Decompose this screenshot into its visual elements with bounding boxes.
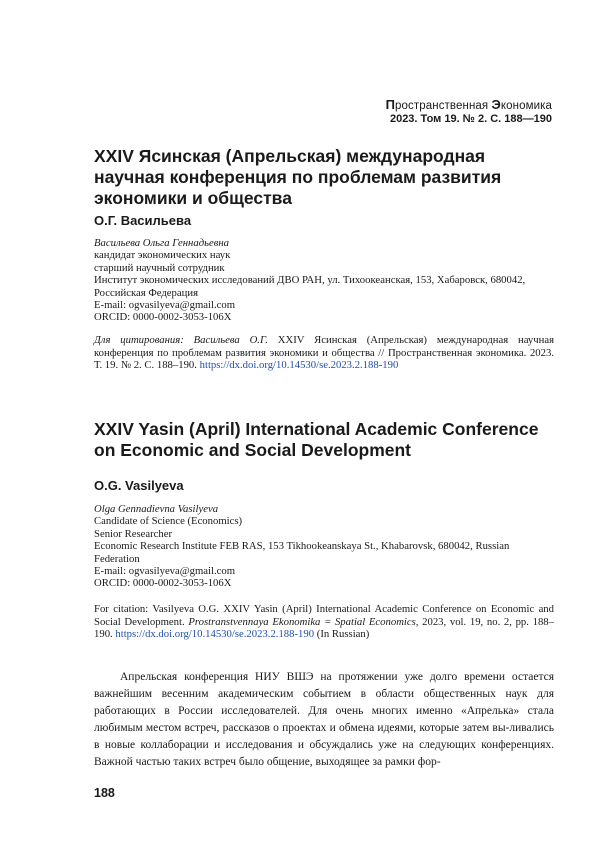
author-full-name-ru: Васильева Ольга Геннадьевна [94,237,229,249]
author-en: O.G. Vasilyeva [94,478,184,493]
author-degree-ru: кандидат экономических наук [94,249,231,262]
article-title-en: XXIV Yasin (April) International Academic Conference on Economic and Social Development [94,419,539,460]
author-degree-en: Candidate of Science (Economics) [94,515,243,528]
citation-label-ru: Для цитирования: Васильева О.Г. [94,334,268,346]
author-full-name-en: Olga Gennadievna Vasilyeva [94,503,219,515]
citation-details-en: , 2023, vol. 19, no. 2, pp. 188–190. [94,615,554,641]
doi-link-ru[interactable]: https://dx.doi.org/10.14530/se.2023.2.188-190 [199,359,399,372]
journal-issue: 2023. Том 19. № 2. С. 188—190 [389,113,552,125]
author-orcid-ru: ORCID: 0000-0002-3053-106X [94,311,232,324]
citation-en [94,603,554,641]
affiliation-ru [94,237,554,324]
citation-prefix-en: For citation: Vasilyeva O.G. XXIV Yasin (April) International Academic Conference on Economic and Social Development. [94,603,554,628]
author-email-ru: E-mail: ogvasilyeva@gmail.com [94,299,236,312]
journal-header [386,97,552,125]
author-ru: О.Г. Васильева [94,213,192,228]
body-paragraph: Апрельская конференция НИУ ВШЭ на протяжении уже долго времени остается важнейшим весенним академическим событием в области общественных наук для работающих в России исследователей. Для очень многих именно «Апрелька» стала любимым местом встреч, рассказов о проектах и обмена идеями, которые затем вы-ливались в новые коллаборации и исследования и обсуждались уже на следующих конференциях. Важной частью таких встреч было общение, выходящее за рамки фор- [94,671,554,768]
author-position-ru: старший научный сотрудник [94,261,225,274]
author-email-en: E-mail: ogvasilyeva@gmail.com [94,565,236,578]
author-orcid-en: ORCID: 0000-0002-3053-106X [94,577,232,590]
author-institute-ru: Институт экономических исследований ДВО РАН, ул. Тихоокеанская, 153, Хабаровск, 680042, Российская Федерация [94,274,526,299]
article-title-ru: XXIV Ясинская (Апрельская) международная научная конференция по проблемам развития экономики и общества [94,146,502,208]
citation-ru [94,334,554,372]
citation-text-ru: XXIV Ясинская (Апрельская) международная научная конференция по проблемам развития экономики и общества // Пространственная экономика. 2023. Т. 19. № 2. С. 188–190. [94,334,555,372]
author-position-en: Senior Researcher [94,527,173,540]
author-institute-en: Economic Research Institute FEB RAS, 153 Tikhookeanskaya St., Khabarovsk, 680042, Russian Federation [94,540,510,565]
page-number: 188 [94,786,115,800]
citation-journal-en: Prostranstvennaya Ekonomika = Spatial Economics [188,615,416,628]
journal-name: Пространственная Экономика [385,97,552,112]
citation-suffix-en: (In Russian) [314,628,370,641]
affiliation-en [94,503,554,590]
doi-link-en[interactable]: https://dx.doi.org/10.14530/se.2023.2.188-190 [115,628,315,641]
